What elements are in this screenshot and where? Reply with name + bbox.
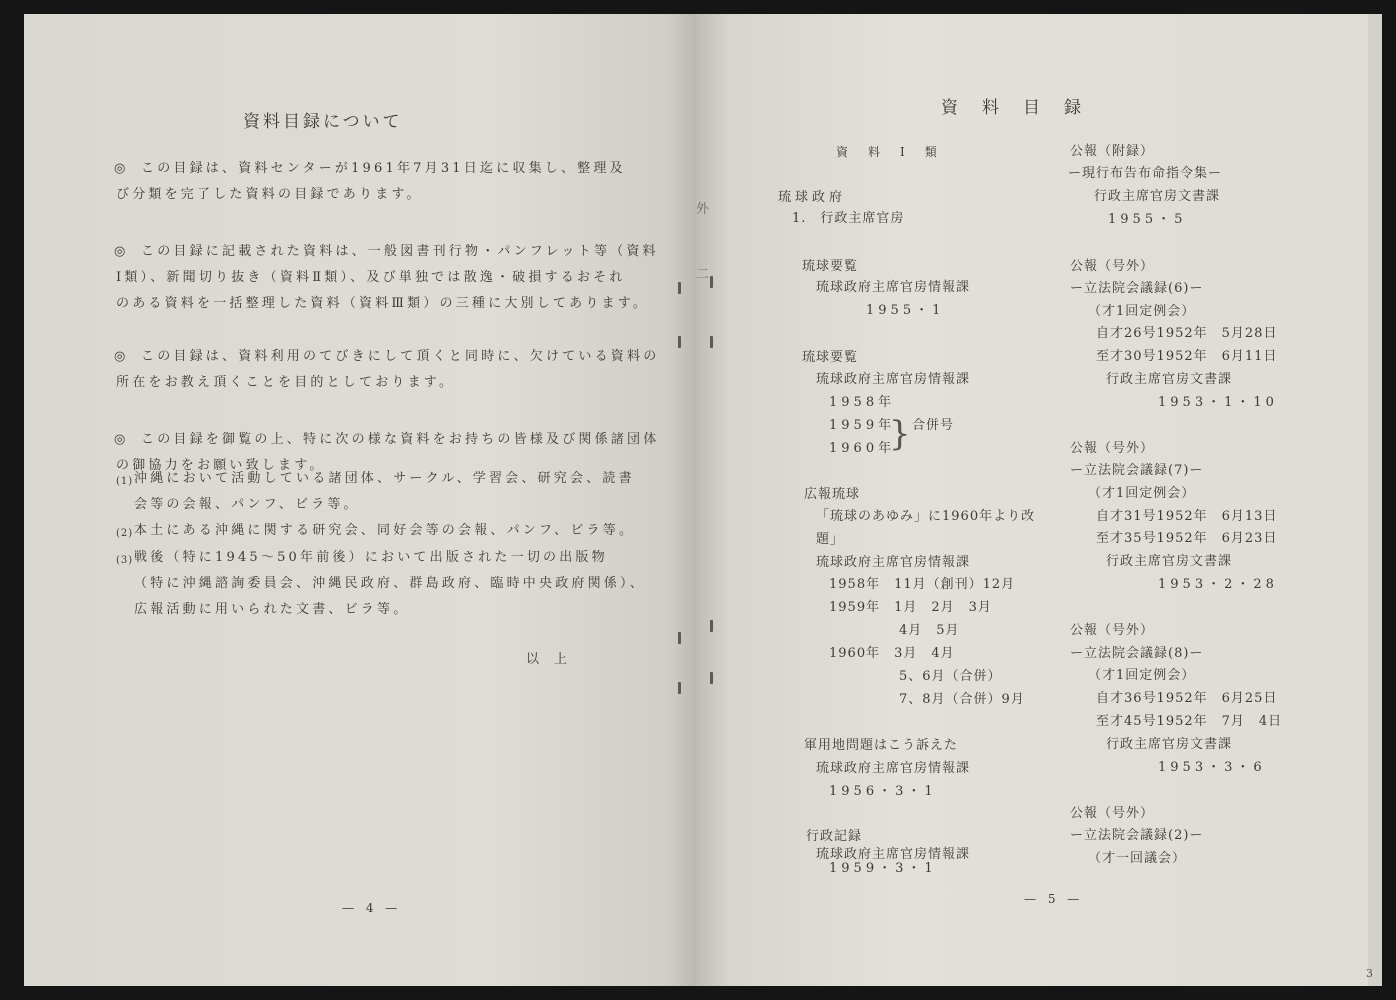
- entry-publisher: 行政主席官房文書課: [1106, 737, 1233, 752]
- list-line: 沖縄において活動している諸団体、サークル、学習会、研究会、読書: [134, 471, 635, 486]
- entry-subtitle: 「琉球のあゆみ」に1960年より改: [816, 509, 1036, 524]
- entry-issue: 1958年 11月（創刊）12月: [829, 577, 1016, 592]
- paragraph-line: 所在をお教え頂くことを目的としております。: [116, 375, 456, 390]
- binding-stitch: [678, 632, 681, 644]
- list-number: (1): [116, 476, 134, 487]
- entry-publisher: 琉球政府主席官房情報課: [816, 847, 971, 862]
- entry-publisher: 行政主席官房文書課: [1106, 554, 1233, 569]
- entry-line: 自才31号1952年 6月13日: [1096, 509, 1278, 524]
- entry-date: 1955・1: [866, 303, 945, 318]
- entry-title: 公報（号外）: [1070, 623, 1155, 638]
- entry-title: 公報（号外）: [1070, 806, 1155, 821]
- list-line: （特に沖縄諮詢委員会、沖縄民政府、群島政府、臨時中央政府関係）、: [134, 576, 646, 591]
- entry-publisher: 行政主席官房文書課: [1094, 189, 1221, 204]
- entry-line: ー立法院会議録(6)ー: [1070, 281, 1204, 296]
- paragraph-line: この目録に記載された資料は、一般図書刊行物・パンフレット等（資料: [141, 244, 659, 259]
- list-line: 本土にある沖縄に関する研究会、同好会等の会報、パンフ、ビラ等。: [134, 523, 636, 538]
- paragraph-line: Ⅰ類）、新聞切り抜き（資料Ⅱ類）、及び単独では散逸・破損するおそれ: [116, 270, 626, 285]
- entry-title: 軍用地問題はこう訴えた: [804, 738, 959, 753]
- entry-publisher: 琉球政府主席官房情報課: [816, 372, 971, 387]
- binding-stitch: [678, 282, 681, 294]
- binding-stitch: [678, 682, 681, 694]
- entry-line: 至才35号1952年 6月23日: [1096, 531, 1278, 546]
- entry-line: （才1回定例会）: [1088, 486, 1196, 501]
- entry-line: ー立法院会議録(2)ー: [1070, 828, 1204, 843]
- paragraph-2: [116, 239, 659, 317]
- binding-stitch: [710, 336, 713, 348]
- binding-stitch: [678, 336, 681, 348]
- org-heading: 琉球政府: [778, 190, 847, 205]
- bullet-mark: ◎: [114, 432, 127, 447]
- paragraph-3: [116, 344, 659, 396]
- entry-line: （才1回定例会）: [1088, 304, 1196, 319]
- binding-stitch: [710, 276, 713, 288]
- list-number: (3): [116, 555, 134, 566]
- paragraph-1: [116, 156, 626, 208]
- bullet-mark: ◎: [114, 349, 127, 364]
- entry-date: 1956・3・1: [829, 784, 937, 799]
- entry-note: 合併号: [912, 418, 955, 433]
- gutter-mark: 二: [696, 267, 711, 282]
- entry-issue: 7、8月（合併）9月: [829, 692, 1025, 707]
- list-line: 広報活動に用いられた文書、ビラ等。: [134, 602, 410, 617]
- entry-date: 1959・3・1: [829, 861, 937, 876]
- gutter-mark: 外: [696, 202, 711, 217]
- entry-date: 1958年: [829, 395, 896, 410]
- entry-title: 広報琉球: [804, 487, 861, 502]
- page-edge: [1368, 14, 1382, 986]
- binding-stitch: [710, 620, 713, 632]
- left-page: [24, 14, 696, 986]
- entry-issue: 5、6月（合併）: [829, 669, 1002, 684]
- entry-date: 1953・1・10: [1158, 395, 1278, 410]
- paragraph-line: この目録を御覧の上、特に次の様な資料をお持ちの皆様及び関係諸団体: [141, 432, 660, 447]
- entry-line: 至才30号1952年 6月11日: [1096, 349, 1278, 364]
- list-item-2: [134, 518, 635, 544]
- entry-date: 1953・3・6: [1158, 760, 1266, 775]
- entry-title: 公報（附録）: [1070, 144, 1155, 159]
- entry-date: 1955・5: [1108, 212, 1187, 227]
- entry-date: 1960年: [829, 441, 896, 456]
- paragraph-line: のある資料を一括整理した資料（資料Ⅲ類）の三種に大別してあります。: [116, 296, 650, 311]
- entry-issue: 1960年 3月 4月: [829, 646, 955, 661]
- list-item-3: [134, 545, 646, 623]
- right-page: [696, 14, 1368, 986]
- corner-mark: 3: [1366, 967, 1374, 980]
- entry-line: 自才26号1952年 5月28日: [1096, 326, 1278, 341]
- entry-title: 行政記録: [806, 829, 863, 844]
- page-title: 資料目録について: [243, 112, 403, 132]
- entry-date: 1953・2・28: [1158, 577, 1278, 592]
- page-title: 資料目録: [941, 98, 1105, 118]
- bullet-mark: ◎: [114, 244, 127, 259]
- entry-publisher: 琉球政府主席官房情報課: [816, 761, 971, 776]
- entry-publisher: 行政主席官房文書課: [1106, 372, 1233, 387]
- list-item-1: [134, 466, 635, 518]
- entry-line: ー現行布告布命指令集ー: [1068, 166, 1223, 181]
- entry-issue: 1959年 1月 2月 3月: [829, 600, 992, 615]
- entry-title: 公報（号外）: [1070, 441, 1155, 456]
- entry-line: （才1回定例会）: [1088, 668, 1196, 683]
- entry-line: ー立法院会議録(8)ー: [1070, 646, 1204, 661]
- section-heading: 資 料 Ⅰ 類: [836, 145, 941, 159]
- entry-line: 至才45号1952年 7月 4日: [1096, 714, 1283, 729]
- paragraph-line: の御協力をお願い致します。: [116, 458, 326, 473]
- list-number: (2): [116, 528, 134, 539]
- closing-text: 以 上: [526, 652, 569, 667]
- entry-issue: 4月 5月: [829, 623, 960, 638]
- paragraph-line: この目録は、資料センターが1961年7月31日迄に収集し、整理及: [141, 161, 626, 176]
- entry-title: 琉球要覧: [802, 259, 859, 274]
- list-line: 会等の会報、パンフ、ビラ等。: [134, 497, 360, 512]
- brace-mark: }: [889, 414, 911, 454]
- entry-title: 琉球要覧: [802, 350, 859, 365]
- list-line: 戦後（特に1945〜50年前後）において出版された一切の出版物: [134, 550, 608, 565]
- binding-stitch: [710, 672, 713, 684]
- paragraph-line: この目録は、資料利用のてびきにして頂くと同時に、欠けている資料の: [141, 349, 660, 364]
- entry-line: （才一回議会）: [1088, 851, 1187, 866]
- entry-subtitle: 題」: [816, 532, 845, 547]
- entry-line: 自才36号1952年 6月25日: [1096, 691, 1278, 706]
- page-number: — 4 —: [342, 901, 402, 915]
- entry-line: ー立法院会議録(7)ー: [1070, 463, 1204, 478]
- entry-publisher: 琉球政府主席官房情報課: [816, 280, 971, 295]
- entry-publisher: 琉球政府主席官房情報課: [816, 555, 971, 570]
- dept-heading: 1. 行政主席官房: [792, 211, 905, 226]
- entry-date: 1959年: [829, 418, 896, 433]
- bullet-mark: ◎: [114, 161, 127, 176]
- page-number: — 5 —: [1024, 892, 1084, 906]
- paragraph-line: び分類を完了した資料の目録であります。: [116, 187, 423, 202]
- entry-title: 公報（号外）: [1070, 259, 1155, 274]
